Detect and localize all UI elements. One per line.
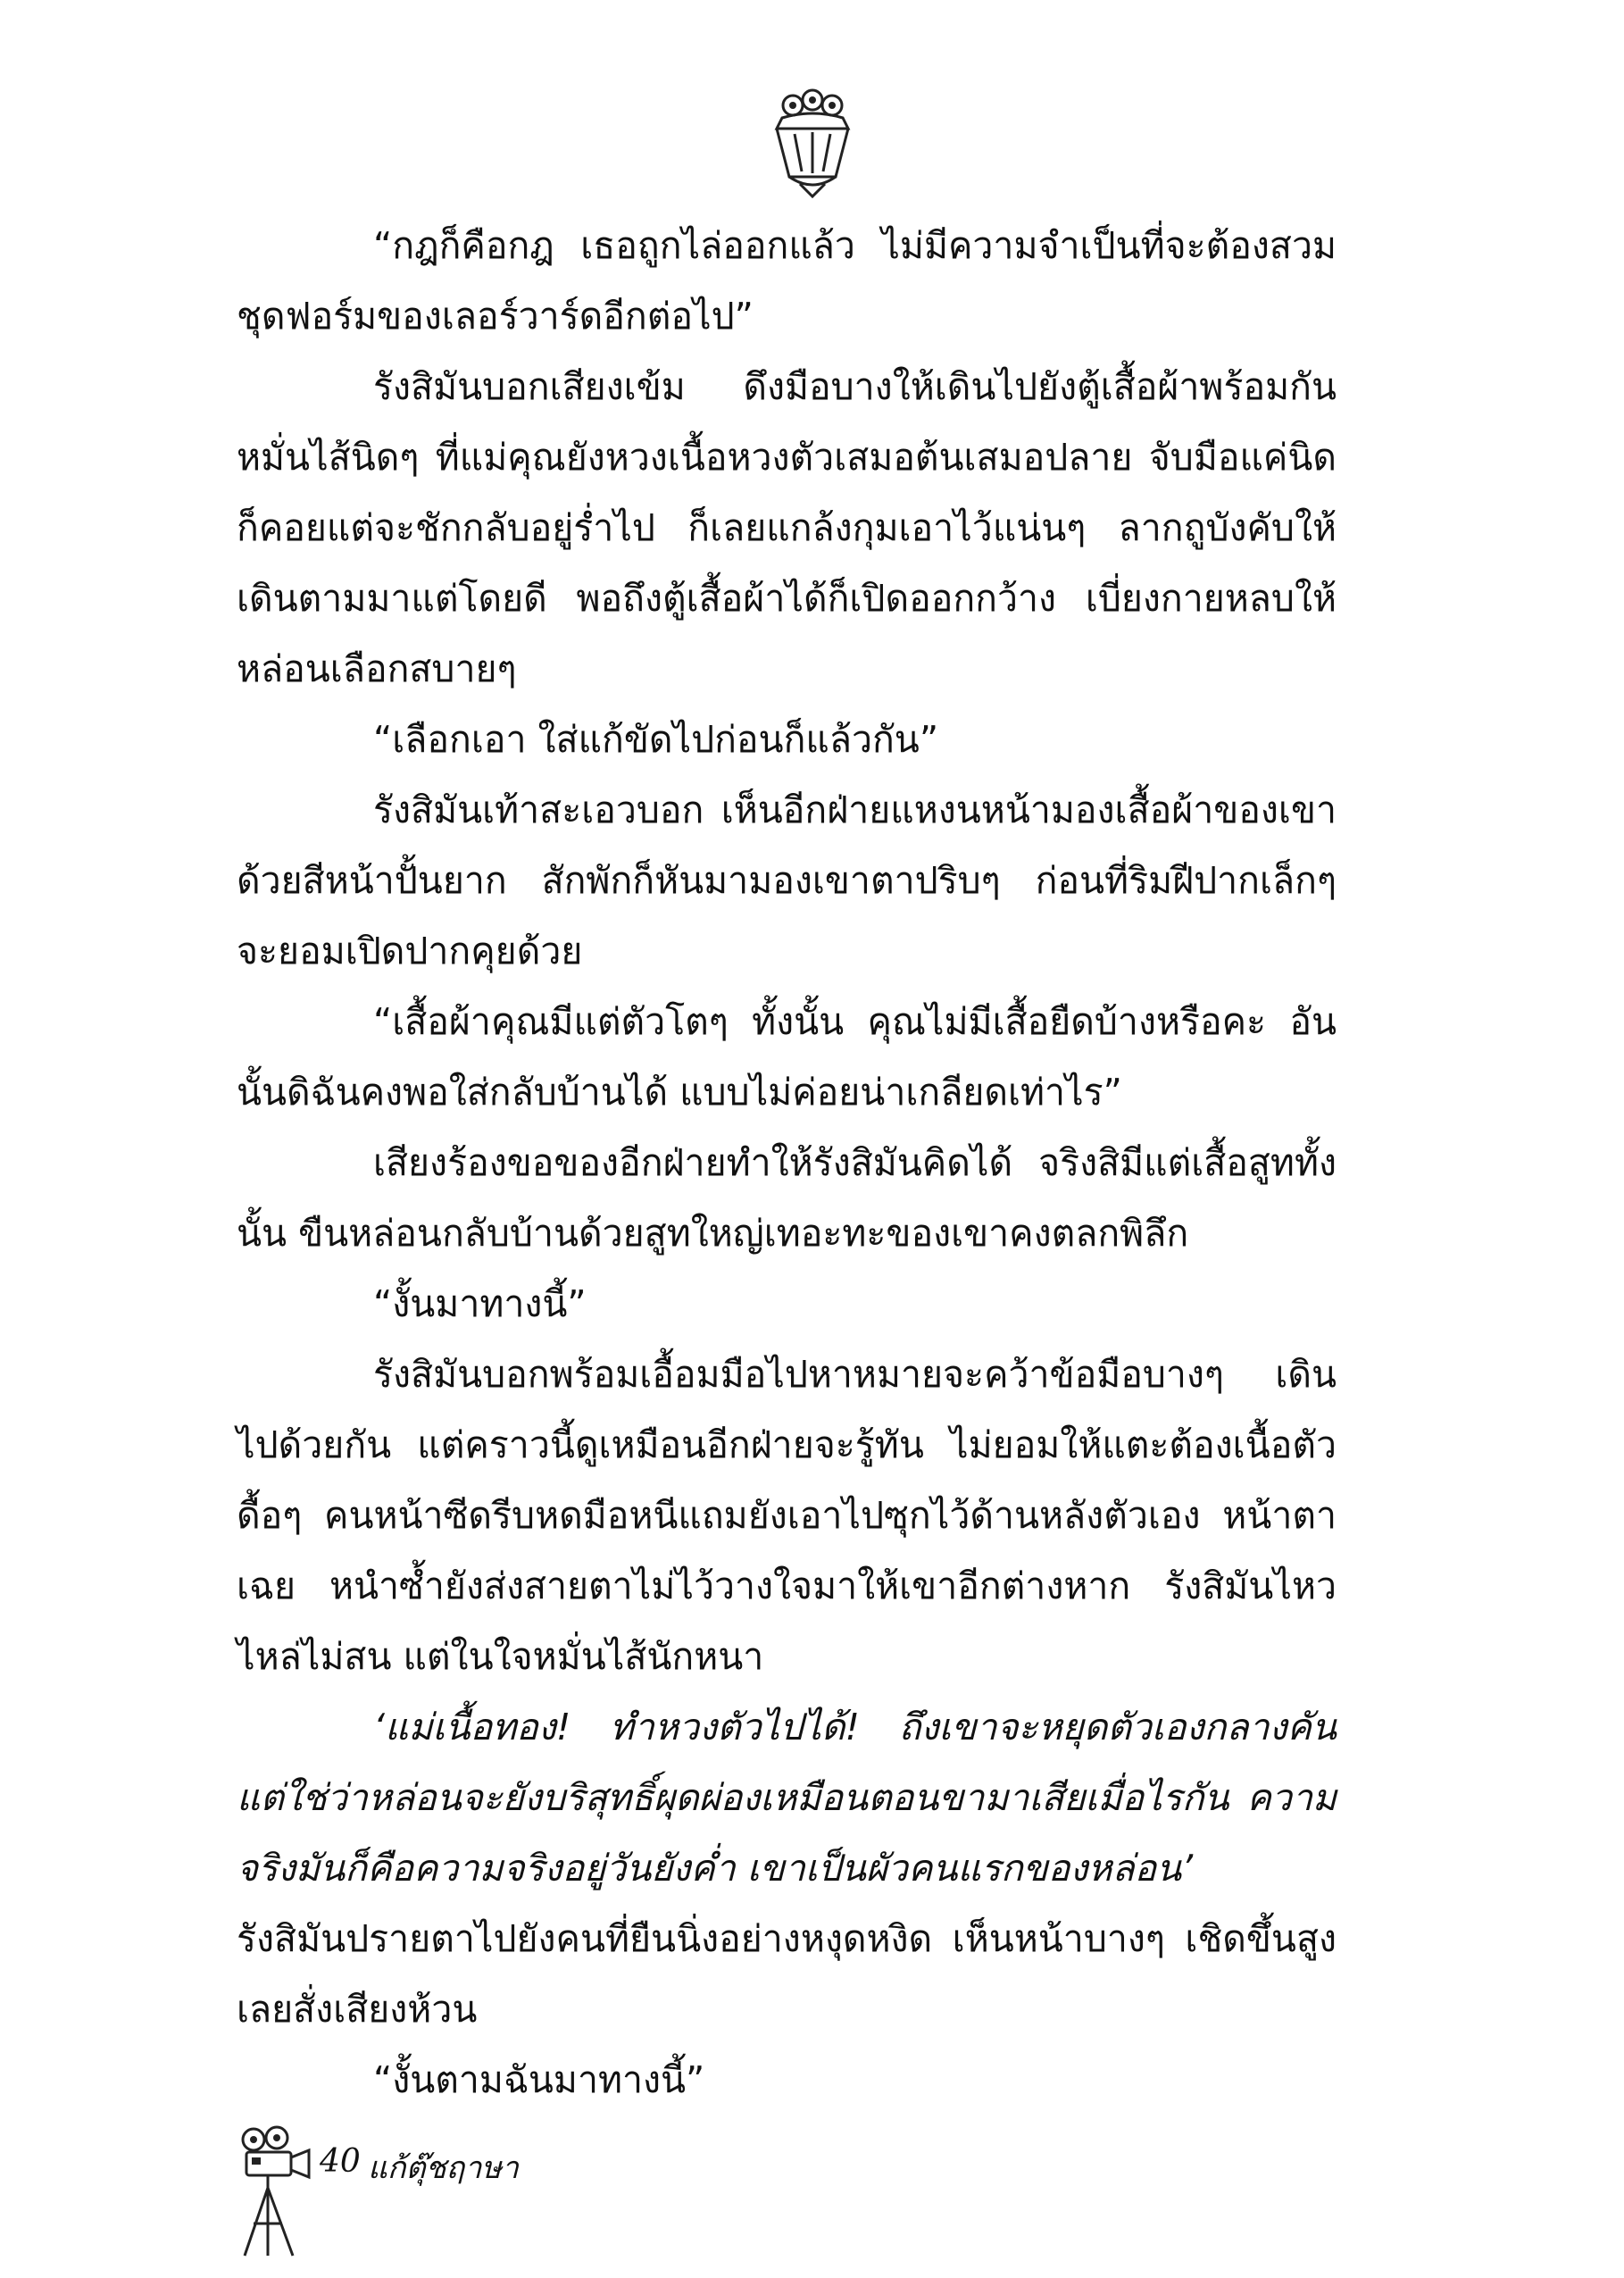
paragraph: รังสิมันบอกพร้อมเอื้อมมือไปหาหมายจะคว้าข้อมือบางๆ เดินไปด้วยกัน แต่คราวนี้ดูเหมือนอีกฝ่ายจะรู้ทัน ไม่ยอมให้แตะต้องเนื้อตัวดื้อๆ คนหน้าซีดรีบหดมือหนีแถมยังเอาไปซุกไว้ด้านหลังตัวเอง หน้าตาเฉย หนำซ้ำยังส่งสายตาไม่ไว้วางใจมาให้เขาอีกต่างหาก รังสิมันไหวไหล่ไม่สน แต่ในใจหมั่นไส้นักหนา (237, 1353, 1337, 1678)
film-camera-icon (234, 2125, 316, 2259)
lantern-ornament-icon (759, 88, 866, 198)
paragraph: ‘แม่เนื้อทอง! ทำหวงตัวไปได้! ถึงเขาจะหยุดตัวเองกลางคัน แต่ใช่ว่าหล่อนจะยังบริสุทธิ์ผุดผ่องเหมือนตอนขามาเสียเมื่อไรกัน ความจริงมันก็คือความจริงอยู่วันยังค่ำ เขาเป็นผัวคนแรกของหล่อน’ (237, 1706, 1337, 1890)
paragraph: “กฎก็คือกฎ เธอถูกไล่ออกแล้ว ไม่มีความจำเป็นที่จะต้องสวมชุดฟอร์มของเลอร์วาร์ดอีกต่อไป” (237, 224, 1337, 338)
paragraph: “งั้นตามฉันมาทางนี้” (373, 2058, 705, 2101)
paragraph: รังสิมันปรายตาไปยังคนที่ยืนนิ่งอย่างหงุดหงิด เห็นหน้าบางๆ เชิดขึ้นสูง เลยสั่งเสียงห้วน (237, 1917, 1337, 2031)
page-number: 40 (320, 2143, 361, 2180)
paragraph: เสียงร้องขอของอีกฝ่ายทำให้รังสิมันคิดได้ จริงสิมีแต่เสื้อสูททั้งนั้น ขืนหล่อนกลับบ้านด้วยสูทใหญ่เทอะทะของเขาคงตลกพิลึก (237, 1141, 1337, 1255)
paragraph: รังสิมันเท้าสะเอวบอก เห็นอีกฝ่ายแหงนหน้ามองเสื้อผ้าของเขาด้วยสีหน้าปั้นยาก สักพักก็หันมามองเขาตาปริบๆ ก่อนที่ริมฝีปากเล็กๆ จะยอมเปิดปากคุยด้วย (237, 789, 1337, 972)
book-title: แก้ตุ๊ชฤาษา (368, 2150, 519, 2186)
paragraph: “เลือกเอา ใส่แก้ขัดไปก่อนก็แล้วกัน” (373, 718, 939, 761)
paragraph: “เสื้อผ้าคุณมีแต่ตัวโตๆ ทั้งนั้น คุณไม่มีเสื้อยืดบ้างหรือคะ อันนั้นดิฉันคงพอใส่กลับบ้านได้ แบบไม่ค่อยน่าเกลียดเท่าไร” (237, 1000, 1337, 1114)
body-text (237, 211, 1337, 2115)
paragraph: “งั้นมาทางนี้” (373, 1282, 587, 1325)
page-footer (234, 2125, 591, 2259)
paragraph: รังสิมันบอกเสียงเข้ม ดึงมือบางให้เดินไปยังตู้เสื้อผ้าพร้อมกัน หมั่นไส้นิดๆ ที่แม่คุณยังหวงเนื้อหวงตัวเสมอต้นเสมอปลาย จับมือแค่นิดก็คอยแต่จะชักกลับอยู่ร่ำไป ก็เลยแกล้งกุมเอาไว้แน่นๆ ลากถูบังคับให้เดินตามมาแต่โดยดี พอถึงตู้เสื้อผ้าได้ก็เปิดออกกว้าง เบี่ยงกายหลบให้หล่อนเลือกสบายๆ (237, 365, 1337, 690)
